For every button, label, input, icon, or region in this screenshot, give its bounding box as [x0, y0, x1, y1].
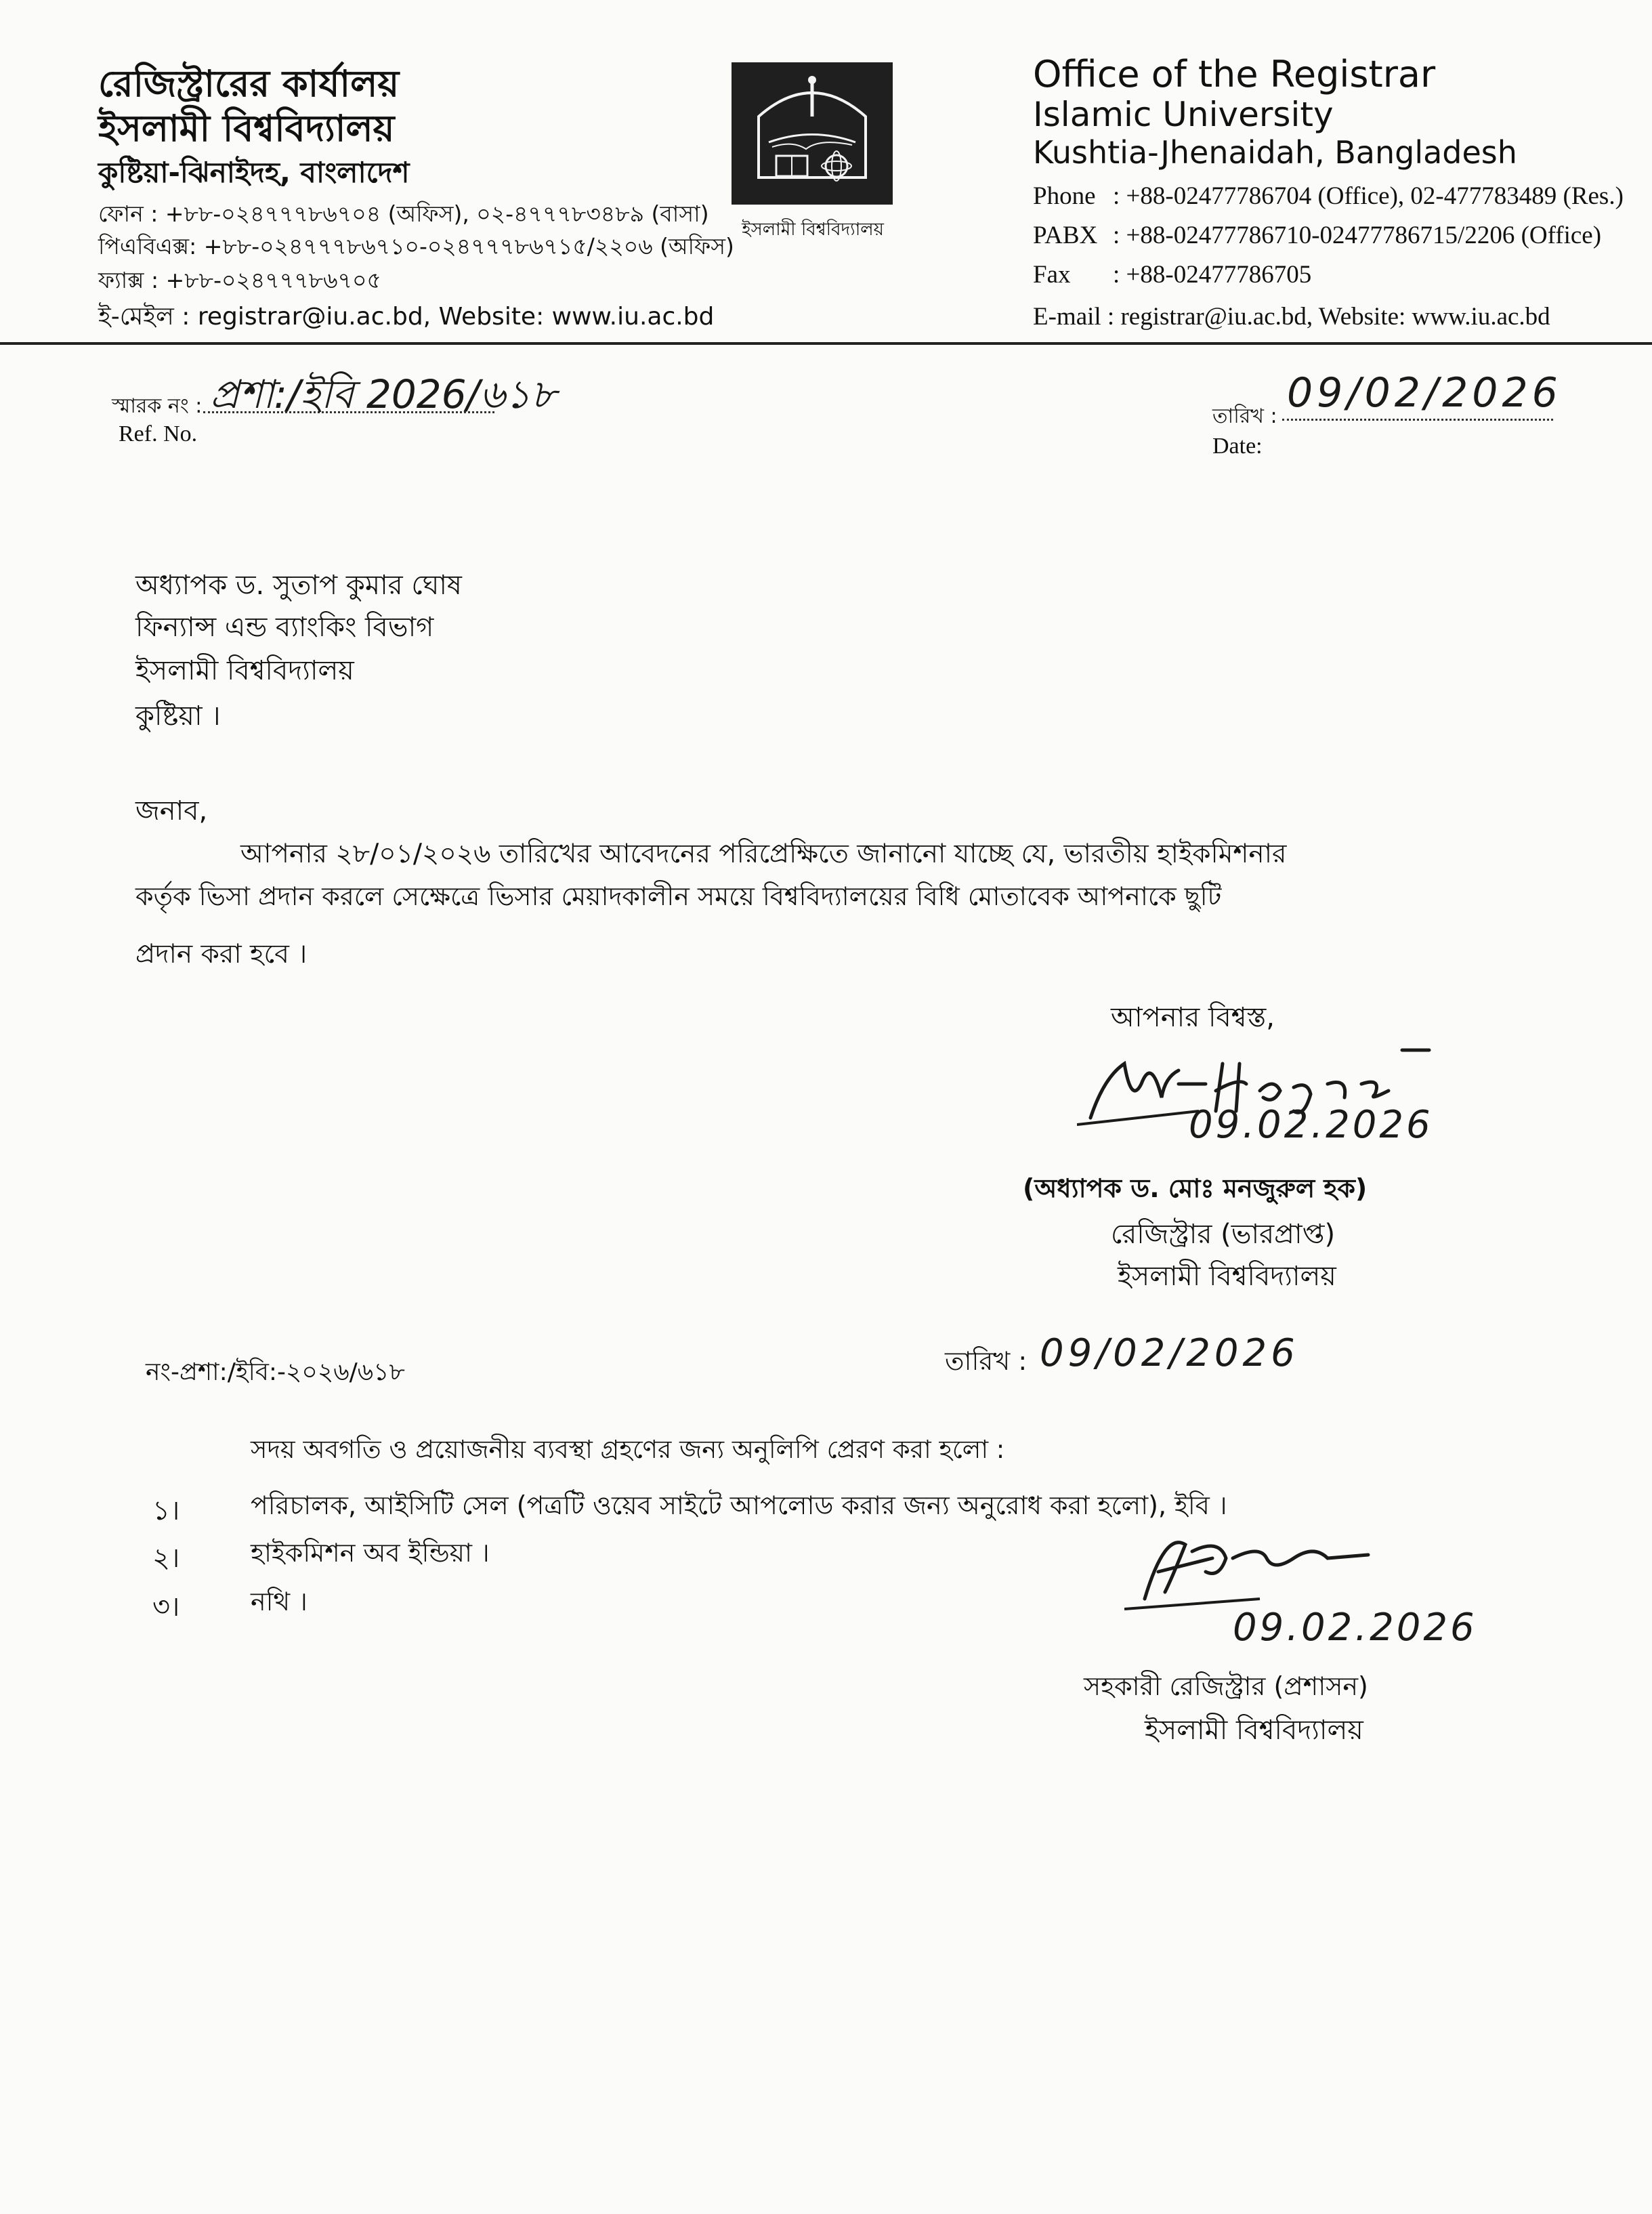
pabx-bn: পিএবিএক্স: +৮৮-০২৪৭৭৭৮৬৭১০-০২৪৭৭৭৮৬৭১৫/২২০৬ (অফিস) — [98, 233, 734, 259]
recipient-line: কুষ্টিয়া । — [135, 701, 221, 732]
location-en: Kushtia-Jhenaidah, Bangladesh — [1033, 134, 1517, 171]
date-label-bn: তারিখ : — [1212, 404, 1277, 428]
signatory-name: (অধ্যাপক ড. মোঃ মনজুরুল হক) — [1023, 1173, 1368, 1203]
fax-bn: ফ্যাক্স : +৮৮-০২৪৭৭৭৮৬৭০৫ — [98, 267, 381, 293]
email-bn: ই-মেইল : registrar@iu.ac.bd, Website: www.iu.ac.bd — [98, 303, 715, 331]
copy-institution: ইসলামী বিশ্ববিদ্যালয় — [1145, 1715, 1363, 1746]
phone-bn: ফোন : +৮৮-০২৪৭৭৭৮৬৭০৪ (অফিস), ০২-৪৭৭৭৮৩৪৮৯ (বাসা) — [98, 201, 709, 227]
closing: আপনার বিশ্বস্ত, — [1111, 1002, 1275, 1033]
university-name-bn: ইসলামী বিশ্ববিদ্যালয় — [98, 107, 395, 150]
date-label-en: Date: — [1212, 434, 1263, 459]
office-title-bn: রেজিস্ট্রারের কার্যালয় — [98, 62, 400, 105]
ref-number-handwritten: প্রশা:/ইবি 2026/৬১৮ — [210, 371, 557, 417]
university-name-en: Islamic University — [1033, 95, 1334, 134]
salutation: জনাব, — [135, 795, 208, 827]
recipient-line: ইসলামী বিশ্ববিদ্যালয় — [135, 655, 354, 686]
university-logo — [732, 62, 893, 205]
body-line: কর্তৃক ভিসা প্রদান করলে সেক্ষেত্রে ভিসার মেয়াদকালীন সময়ে বিশ্ববিদ্যালয়ের বিধি মোতাবেক আপনাকে ছুটি — [135, 881, 1222, 911]
ref-label-bn: স্মারক নং : — [112, 394, 203, 418]
copy-item-text: হাইকমিশন অব ইন্ডিয়া । — [251, 1538, 490, 1568]
location-bn: কুষ্টিয়া-ঝিনাইদহ, বাংলাদেশ — [98, 156, 410, 189]
assistant-registrar-signature-date: 09.02.2026 — [1233, 1606, 1477, 1650]
phone-en: Phone : +88-02477786704 (Office), 02-477783489 (Res.) — [1033, 182, 1624, 210]
signatory-designation: রেজিস্ট্রার (ভারপ্রাপ্ত) — [1111, 1219, 1336, 1250]
body-line: প্রদান করা হবে । — [135, 939, 308, 969]
header-divider — [0, 342, 1652, 345]
registrar-signature-date: 09.02.2026 — [1189, 1103, 1433, 1147]
recipient-line: অধ্যাপক ড. সুতাপ কুমার ঘোষ — [135, 570, 462, 601]
assistant-registrar-signature — [1124, 1518, 1409, 1612]
email-en: E-mail : registrar@iu.ac.bd, Website: www.iu.ac.bd — [1033, 303, 1550, 331]
copy-date-label: তারিখ : — [945, 1346, 1028, 1376]
copy-item-number: ২। — [152, 1543, 180, 1574]
copy-item-number: ৩। — [152, 1591, 180, 1623]
copy-item-number: ১। — [152, 1495, 180, 1526]
fax-en: Fax : +88-02477786705 — [1033, 261, 1312, 289]
logo-caption: ইসলামী বিশ্ববিদ্যালয় — [742, 220, 884, 240]
date-handwritten: 09/02/2026 — [1287, 369, 1562, 417]
copy-intro: সদয় অবগতি ও প্রয়োজনীয় ব্যবস্থা গ্রহণের জন্য অনুলিপি প্রেরণ করা হলো : — [251, 1435, 1005, 1464]
date-dotted-line — [1282, 419, 1553, 421]
logo-emblem-icon — [732, 62, 893, 205]
signatory-institution: ইসলামী বিশ্ববিদ্যালয় — [1118, 1261, 1336, 1292]
recipient-line: ফিন্যান্স এন্ড ব্যাংকিং বিভাগ — [135, 612, 434, 643]
copy-date-handwritten: 09/02/2026 — [1040, 1331, 1299, 1375]
body-line: আপনার ২৮/০১/২০২৬ তারিখের আবেদনের পরিপ্রেক্ষিতে জানানো যাচ্ছে যে, ভারতীয় হাইকমিশনার — [240, 839, 1287, 869]
copy-item-text: পরিচালক, আইসিটি সেল (পত্রটি ওয়েব সাইটে আপলোড করার জন্য অনুরোধ করা হলো), ইবি । — [251, 1490, 1227, 1520]
pabx-en: PABX : +88-02477786710-02477786715/2206 (Office) — [1033, 222, 1602, 249]
copy-designation: সহকারী রেজিস্ট্রার (প্রশাসন) — [1084, 1671, 1368, 1701]
ref-label-en: Ref. No. — [119, 421, 198, 446]
copy-memo-number: নং-প্রশা:/ইবি:-২০২৬/৬১৮ — [146, 1358, 405, 1386]
office-title-en: Office of the Registrar — [1033, 53, 1436, 96]
copy-item-text: নথি । — [251, 1587, 308, 1616]
